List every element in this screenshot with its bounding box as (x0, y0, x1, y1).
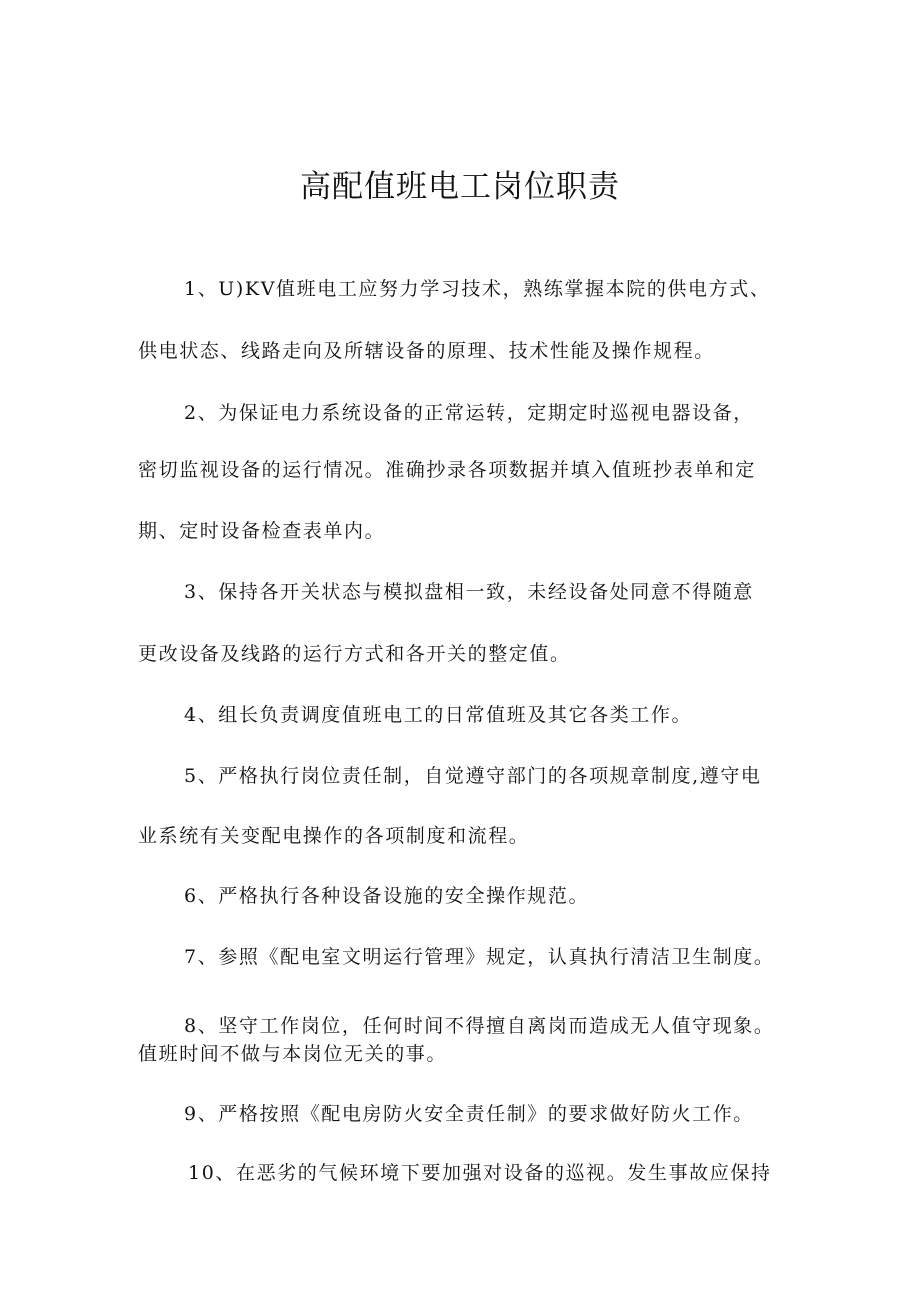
paragraph-1-line-1: 1、U)KV值班电工应努力学习技术，熟练掌握本院的供电方式、 (184, 278, 771, 300)
paragraph-3-line-2: 更改设备及线路的运行方式和各开关的整定值。 (138, 643, 571, 665)
paragraph-9-line-1: 9、严格按照《配电房防火安全责任制》的要求做好防火工作。 (184, 1103, 754, 1125)
paragraph-6-line-1: 6、严格执行各种设备设施的安全操作规范。 (184, 885, 590, 907)
paragraph-5-line-2: 业系统有关变配电操作的各项制度和流程。 (138, 825, 530, 847)
paragraph-2-line-2: 密切监视设备的运行情况。准确抄录各项数据并填入值班抄表单和定 (138, 459, 757, 481)
paragraph-7-line-1: 7、参照《配电室文明运行管理》规定，认真执行清洁卫生制度。 (184, 946, 775, 968)
page-title: 高配值班电工岗位职责 (300, 169, 620, 205)
paragraph-8-line-1: 8、坚守工作岗位，任何时间不得擅自离岗而造成无人值守现象。 (184, 1015, 775, 1037)
paragraph-8-line-2: 值班时间不做与本岗位无关的事。 (138, 1043, 448, 1065)
paragraph-1-line-2: 供电状态、线路走向及所辖设备的原理、技术性能及操作规程。 (138, 340, 715, 362)
paragraph-3-line-1: 3、保持各开关状态与模拟盘相一致，未经设备处同意不得随意 (184, 581, 754, 603)
paragraph-5-line-1: 5、严格执行岗位责任制，自觉遵守部门的各项规章制度,遵守电 (184, 765, 762, 787)
paragraph-2-line-3: 期、定时设备检查表单内。 (138, 520, 386, 542)
paragraph-10-line-1: 10、在恶劣的气候环境下要加强对设备的巡视。发生事故应保持 (188, 1162, 772, 1184)
paragraph-4-line-1: 4、组长负责调度值班电工的日常值班及其它各类工作。 (184, 704, 693, 726)
paragraph-2-line-1: 2、为保证电力系统设备的正常运转，定期定时巡视电器设备， (184, 402, 754, 424)
